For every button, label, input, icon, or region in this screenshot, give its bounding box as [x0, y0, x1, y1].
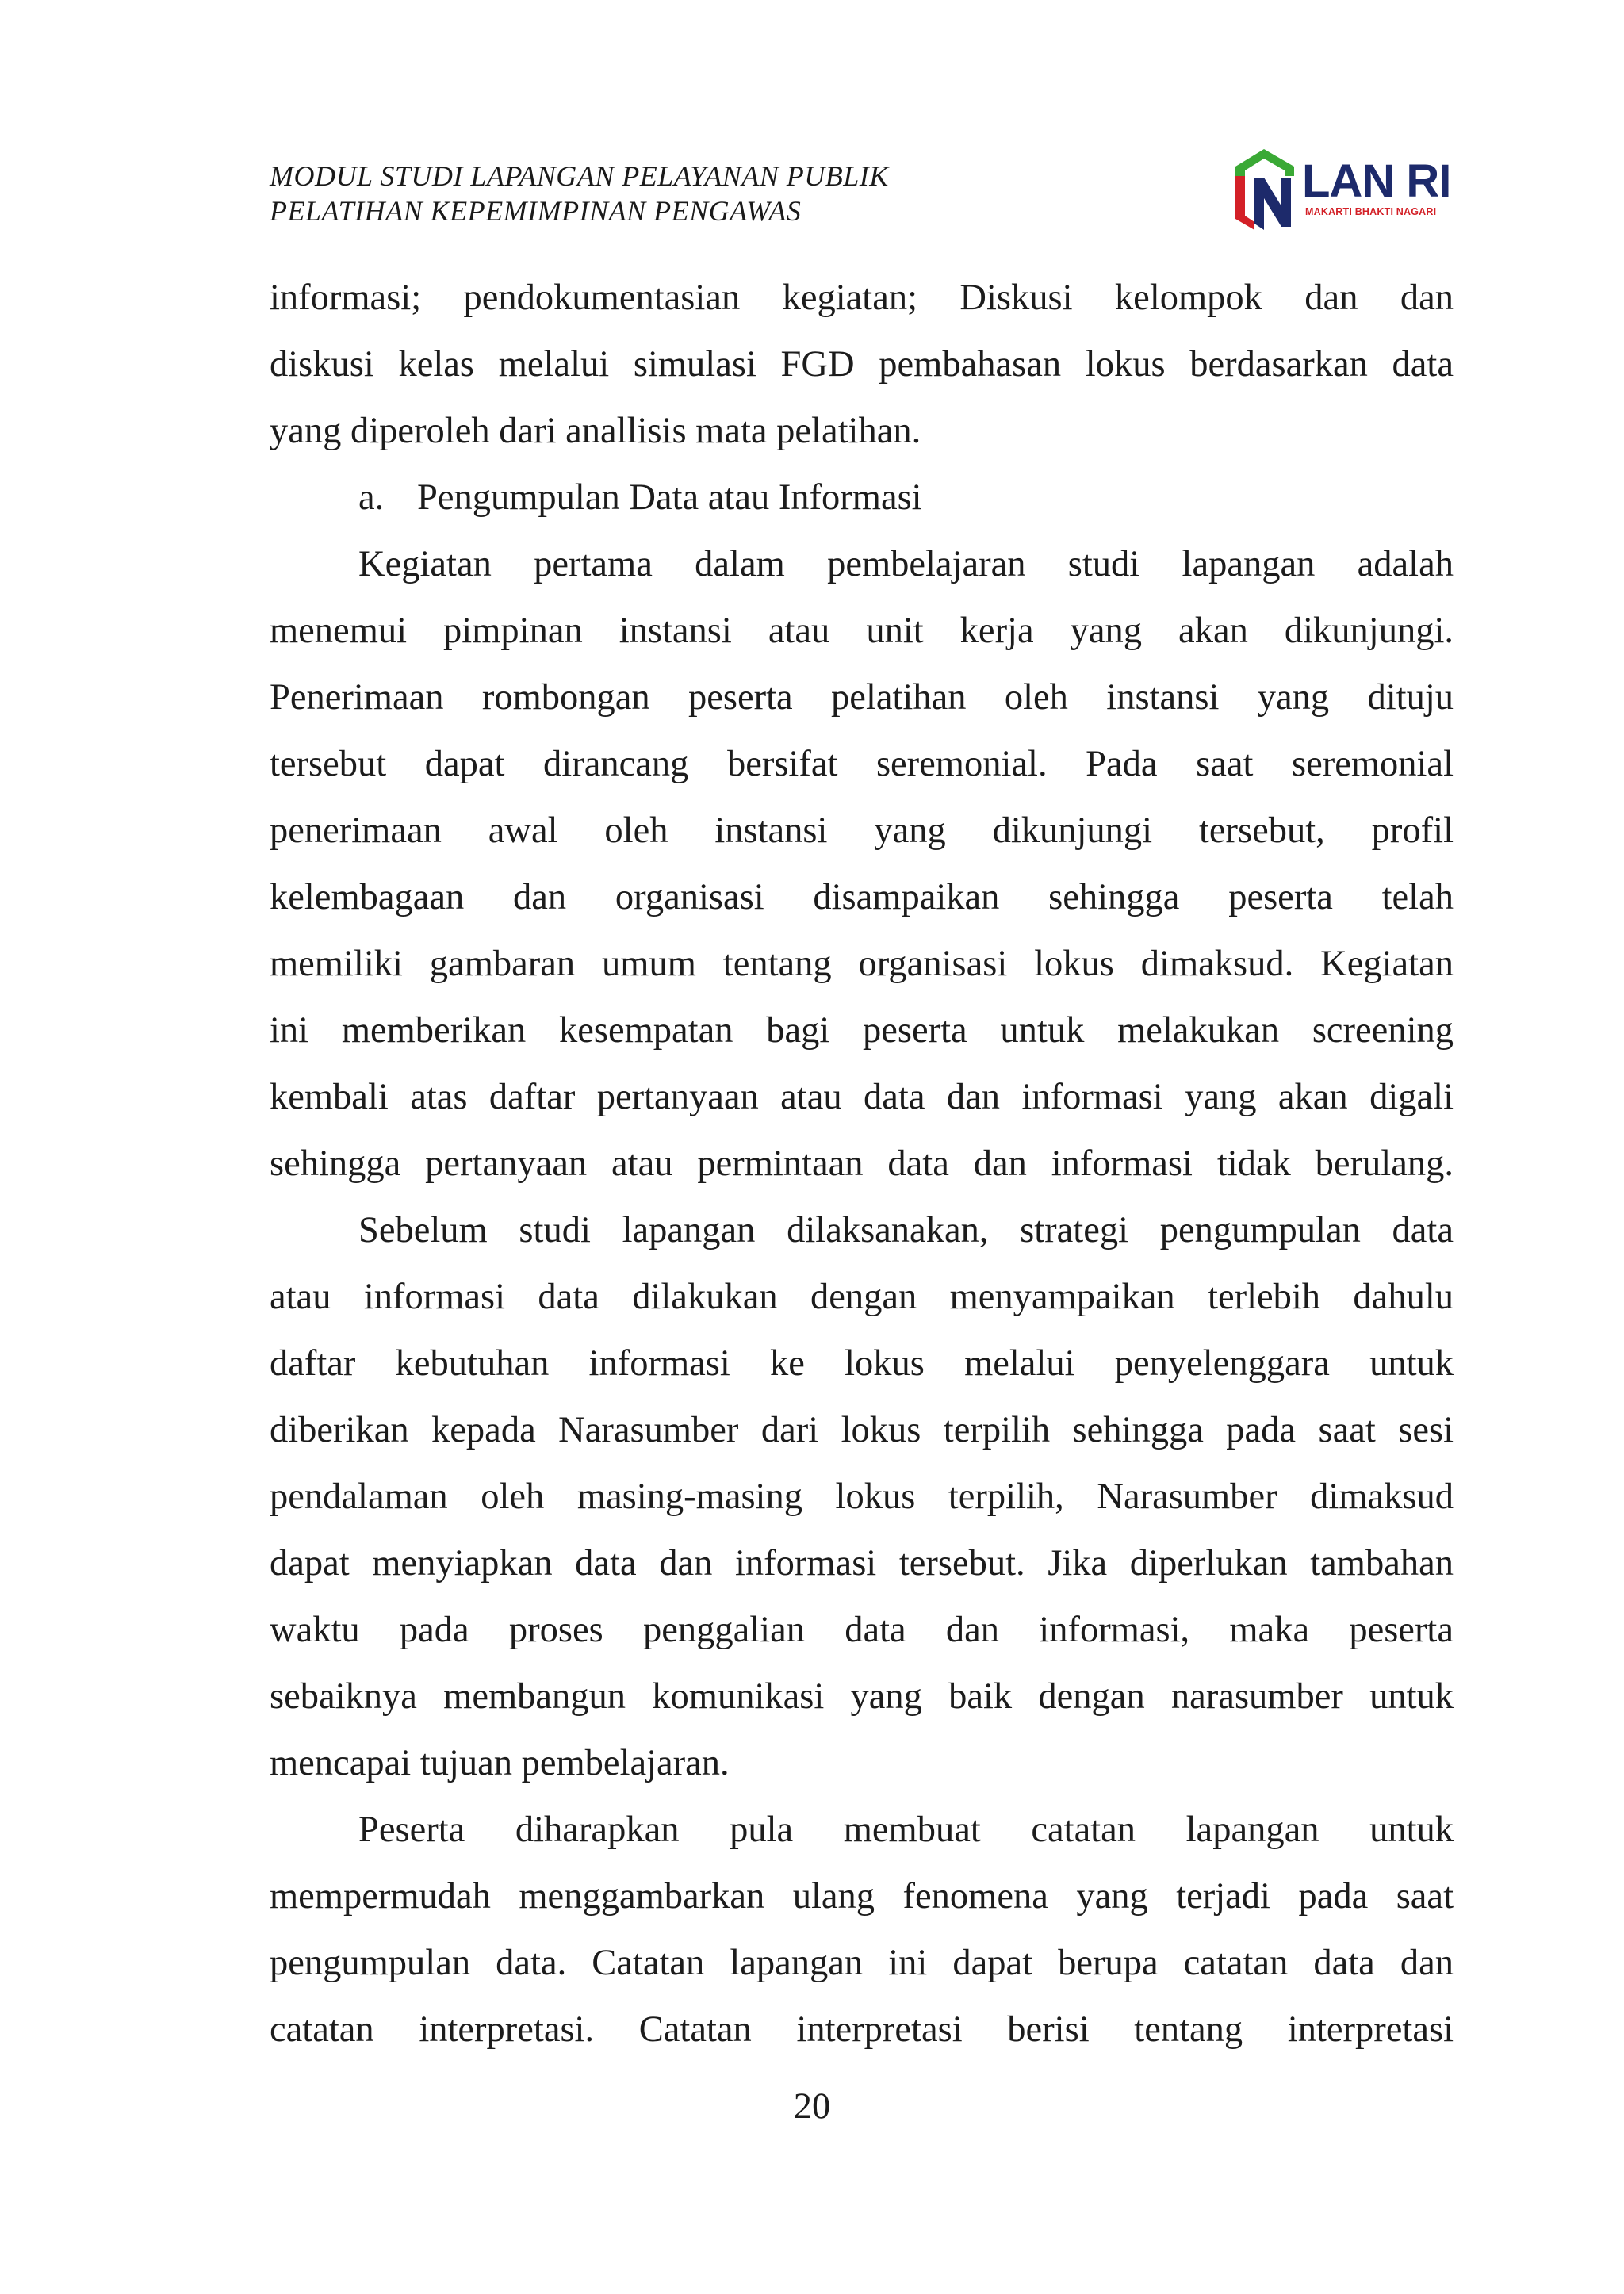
text-line: tersebut dapat dirancang bersifat seremonial. Pada saat seremonial [270, 744, 1454, 784]
lan-ri-logo [1229, 144, 1459, 232]
text-line: mempermudah menggambarkan ulang fenomena yang terjadi pada saat [270, 1876, 1454, 1917]
text-line: Peserta diharapkan pula membuat catatan lapangan untuk [358, 1810, 1454, 1850]
text-line: memiliki gambaran umum tentang organisasi lokus dimaksud. Kegiatan [270, 944, 1454, 984]
header-titles [270, 159, 889, 228]
text-line: atau informasi data dilakukan dengan menyampaikan terlebih dahulu [270, 1277, 1454, 1317]
logo-tagline: MAKARTI BHAKTI NAGARI [1305, 206, 1437, 217]
page-header [270, 155, 1459, 254]
header-title-line2: PELATIHAN KEPEMIMPINAN PENGAWAS [270, 195, 802, 227]
text-line: sehingga pertanyaan atau permintaan data dan informasi tidak berulang. [270, 1143, 1454, 1184]
text-line: catatan interpretasi. Catatan interpretasi berisi tentang interpretasi [270, 2009, 1454, 2050]
text-line: mencapai tujuan pembelajaran. [270, 1743, 730, 1783]
subheading-text: Pengumpulan Data atau Informasi [417, 477, 922, 518]
text-line: diskusi kelas melalui simulasi FGD pembahasan lokus berdasarkan data [270, 344, 1454, 385]
section-subheading [270, 465, 1454, 531]
text-line: menemui pimpinan instansi atau unit kerja yang akan dikunjungi. [270, 611, 1454, 651]
text-line: kembali atas daftar pertanyaan atau data dan informasi yang akan digali [270, 1077, 1454, 1117]
header-title-line1: MODUL STUDI LAPANGAN PELAYANAN PUBLIK [270, 160, 889, 192]
text-line: informasi; pendokumentasian kegiatan; Diskusi kelompok dan dan [270, 278, 1454, 318]
text-line: penerimaan awal oleh instansi yang dikunjungi tersebut, profil [270, 810, 1454, 851]
text-line: daftar kebutuhan informasi ke lokus melalui penyelenggara untuk [270, 1343, 1454, 1384]
text-line: Kegiatan pertama dalam pembelajaran studi lapangan adalah [358, 544, 1454, 584]
logo-text: LAN RI [1302, 155, 1451, 207]
text-line: pendalaman oleh masing-masing lokus terpilih, Narasumber dimaksud [270, 1476, 1454, 1517]
subheading-marker: a. [358, 477, 385, 518]
text-line: sebaiknya membangun komunikasi yang baik dengan narasumber untuk [270, 1676, 1454, 1717]
text-line: ini memberikan kesempatan bagi peserta untuk melakukan screening [270, 1010, 1454, 1051]
text-line: waktu pada proses penggalian data dan informasi, maka peserta [270, 1610, 1454, 1650]
text-line: diberikan kepada Narasumber dari lokus terpilih sehingga pada saat sesi [270, 1410, 1454, 1450]
text-line: yang diperoleh dari anallisis mata pelatihan. [270, 411, 921, 451]
text-line: pengumpulan data. Catatan lapangan ini dapat berupa catatan data dan [270, 1943, 1454, 1983]
lan-ri-logo-icon [1229, 144, 1302, 233]
page-number: 20 [793, 2086, 831, 2127]
text-line: kelembagaan dan organisasi disampaikan sehingga peserta telah [270, 877, 1454, 917]
text-line: Sebelum studi lapangan dilaksanakan, strategi pengumpulan data [358, 1210, 1454, 1250]
text-line: Penerimaan rombongan peserta pelatihan oleh instansi yang dituju [270, 677, 1454, 718]
text-line: dapat menyiapkan data dan informasi tersebut. Jika diperlukan tambahan [270, 1543, 1454, 1584]
page-content [270, 265, 1454, 2063]
